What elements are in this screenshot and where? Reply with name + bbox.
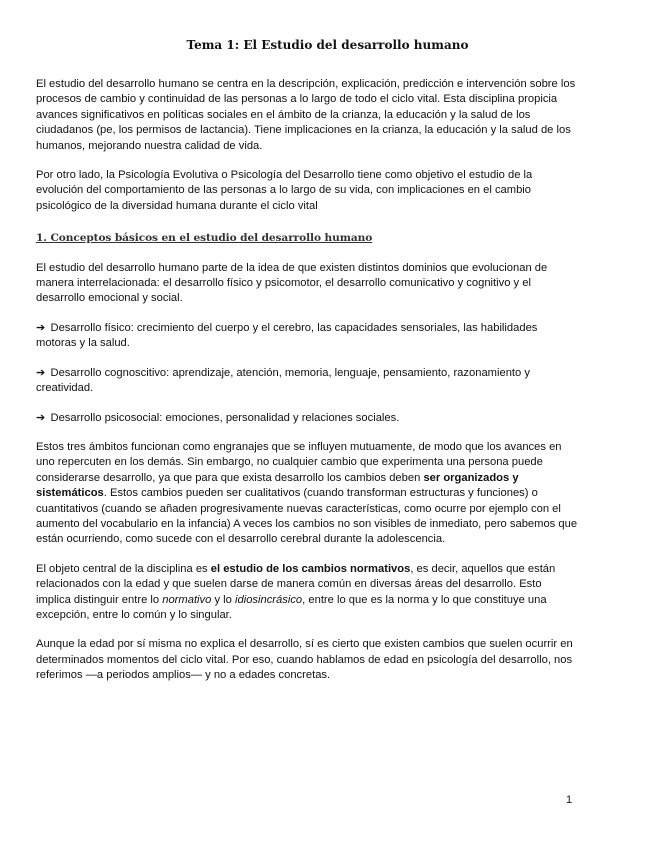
text-run: . Estos cambios pueden ser cualitativos (cuando transforman estructuras y funciones) o cuantitativos (cuando se añaden progresivamente nuevas características, como ocurre por ejemplo con el aumento del vocabulario en la infancia) A veces los cambios no son visibles de inmediato, pero sabemos que están ocurriendo, como sucede con el desarrollo cerebral durante la adolescencia. (36, 487, 578, 546)
document-body (36, 77, 578, 684)
arrow-icon: ➔ (36, 321, 46, 334)
bold-text: ser organizados y sistemáticos (36, 471, 519, 500)
text-run: y lo (211, 593, 235, 606)
bullet-text: Desarrollo psicosocial: emociones, personalidad y relaciones sociales. (50, 411, 400, 424)
text-run: El objeto central de la disciplina es (36, 562, 211, 575)
page-number: 1 (566, 794, 573, 806)
bullet-text: Desarrollo cognoscitivo: aprendizaje, atención, memoria, lenguaje, pensamiento, razonamiento y creatividad. (36, 366, 530, 395)
section-heading: 1. Conceptos básicos en el estudio del desarrollo humano (36, 232, 373, 245)
intro-paragraph-1: El estudio del desarrollo humano se centra en la descripción, explicación, predicción e intervención sobre los procesos de cambio y continuidad de las personas a lo largo de todo el ciclo vital. Esta disciplina propicia avances significativos en políticas sociales en el ámbito de la crianza, la educación y la salud de los ciudadanos (pe, los permisos de lactancia). Tiene implicaciones en la crianza, la educación y la salud de los humanos, mejorando nuestra calidad de vida. (36, 78, 576, 152)
section-paragraph-4: Aunque la edad por sí misma no explica el desarrollo, sí es cierto que existen cambios que suelen ocurrir en determinados momentos del ciclo vital. Por eso, cuando hablamos de edad en psicología del desarrollo, nos referimos —a periodos amplios— y no a edades concretas. (36, 638, 573, 682)
bullet-text: Desarrollo físico: crecimiento del cuerpo y el cerebro, las capacidades sensoriales, las habilidades motoras y la salud. (36, 321, 538, 350)
bold-text: el estudio de los cambios normativos (210, 562, 411, 575)
italic-text: idiosincrásico (235, 593, 303, 606)
bullet-item-psychosocial (36, 411, 578, 426)
intro-paragraph-2: Por otro lado, la Psicología Evolutiva o Psicología del Desarrollo tiene como objetivo el estudio de la evolución del comportamiento de las personas a lo largo de su vida, con implicaciones en el cambio psicológico de la diversidad humana durante el ciclo vital (36, 169, 533, 212)
italic-text: normativo (162, 593, 212, 606)
text-run: Estos tres ámbitos funcionan como engranajes que se influyen mutuamente, de modo que los avances en uno repercuten en los demás. Sin embargo, no cualquier cambio que experimenta una persona puede considerarse desarrollo, ya que para que exista desarrollo los cambios deben (36, 440, 562, 484)
text-run: , es decir, aquellos que están relacionados con la edad y que suelen darse de manera común en diversas áreas del desarrollo. Esto implica distinguir entre lo (36, 562, 556, 606)
bullet-item-cognitive (36, 366, 578, 397)
section-paragraph-2 (36, 440, 578, 548)
arrow-icon: ➔ (36, 366, 46, 379)
section-paragraph-3 (36, 562, 578, 624)
section-paragraph-1: El estudio del desarrollo humano parte de la idea de que existen distintos dominios que evolucionan de manera interrelacionada: el desarrollo físico y psicomotor, el desarrollo comunicativo y cognitivo y el desarrollo emocional y social. (36, 261, 548, 305)
text-run: , entre lo que es la norma y lo que constituye una excepción, entre lo común y lo singular. (36, 593, 547, 621)
arrow-icon: ➔ (36, 411, 46, 424)
bullet-item-physical (36, 321, 578, 352)
document-title: Tema 1: El Estudio del desarrollo humano (186, 38, 469, 52)
